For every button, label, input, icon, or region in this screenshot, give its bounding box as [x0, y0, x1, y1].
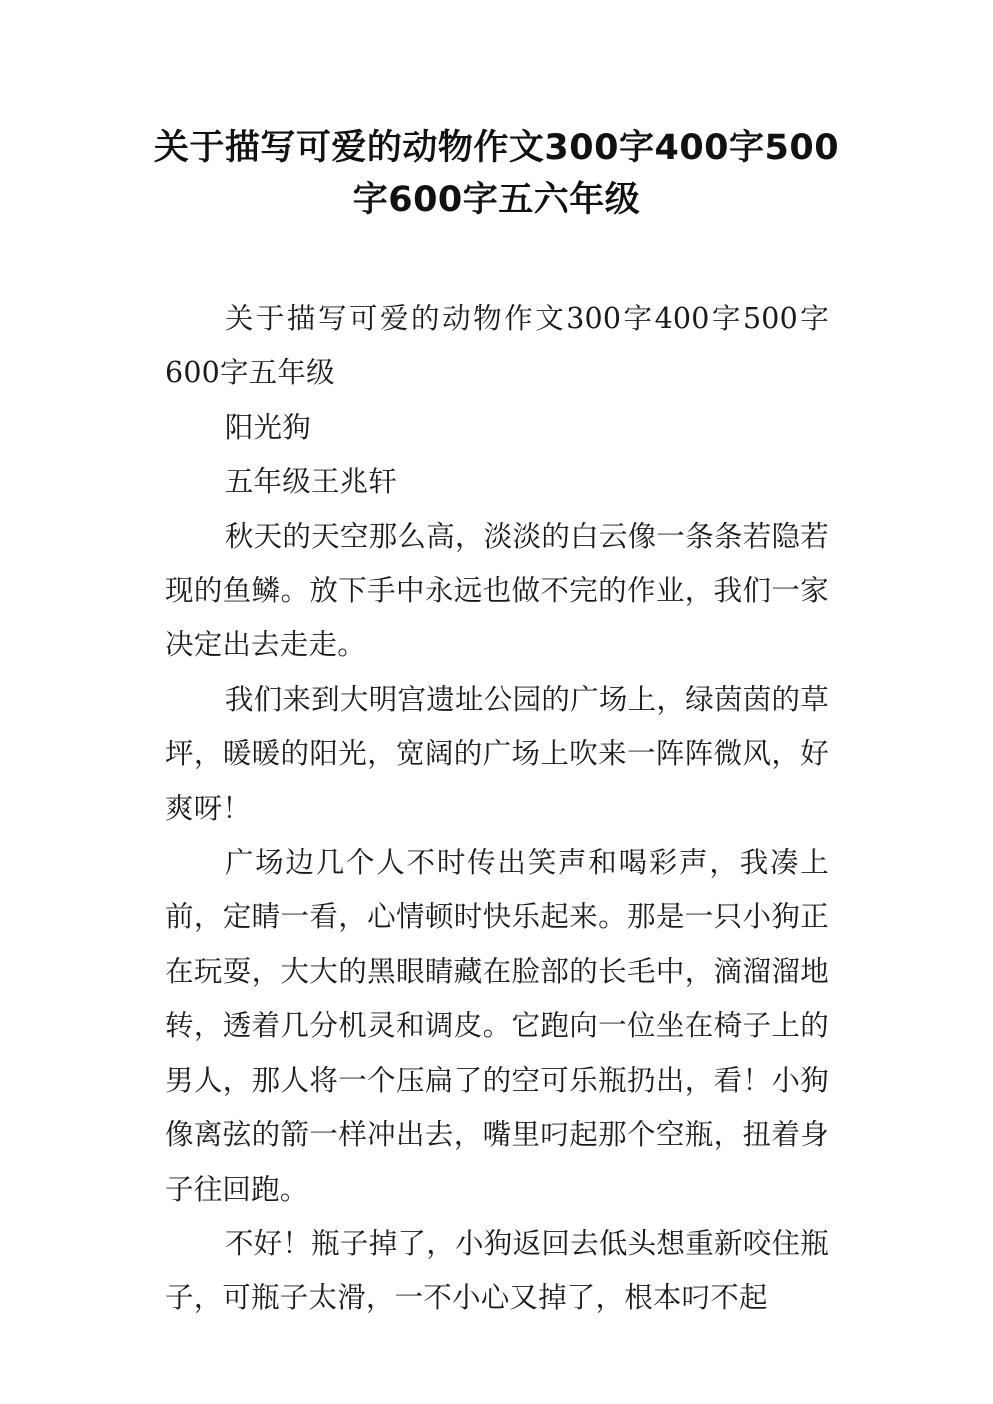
paragraph-body: 不好！瓶子掉了，小狗返回去低头想重新咬住瓶子，可瓶子太滑，一不小心又掉了，根本叼不起 — [165, 1226, 829, 1315]
document-body — [165, 292, 829, 1326]
paragraph-body: 广场边几个人不时传出笑声和喝彩声，我凑上前，定睛一看，心情顿时快乐起来。那是一只小狗正在玩耍，大大的黑眼睛藏在脸部的长毛中，滴溜溜地转，透着几分机灵和调皮。它跑向一位坐在椅子上的男人，那人将一个压扁了的空可乐瓶扔出，看！小狗像离弦的箭一样冲出去，嘴里叼起那个空瓶，扭着身子往回跑。 — [165, 846, 829, 1206]
document-title: 关于描写可爱的动物作文300字400字500字600字五六年级 — [153, 128, 840, 220]
paragraph-body: 我们来到大明宫遗址公园的广场上，绿茵茵的草坪，暖暖的阳光，宽阔的广场上吹来一阵阵微风，好爽呀！ — [165, 682, 829, 825]
paragraph-body: 秋天的天空那么高，淡淡的白云像一条条若隐若现的鱼鳞。放下手中永远也做不完的作业，我们一家决定出去走走。 — [165, 519, 829, 662]
paragraph-essay-title: 阳光狗 — [224, 410, 311, 444]
paragraph-subtitle: 关于描写可爱的动物作文300字400字500字600字五年级 — [165, 302, 829, 390]
paragraph-author: 五年级王兆轩 — [224, 465, 398, 499]
